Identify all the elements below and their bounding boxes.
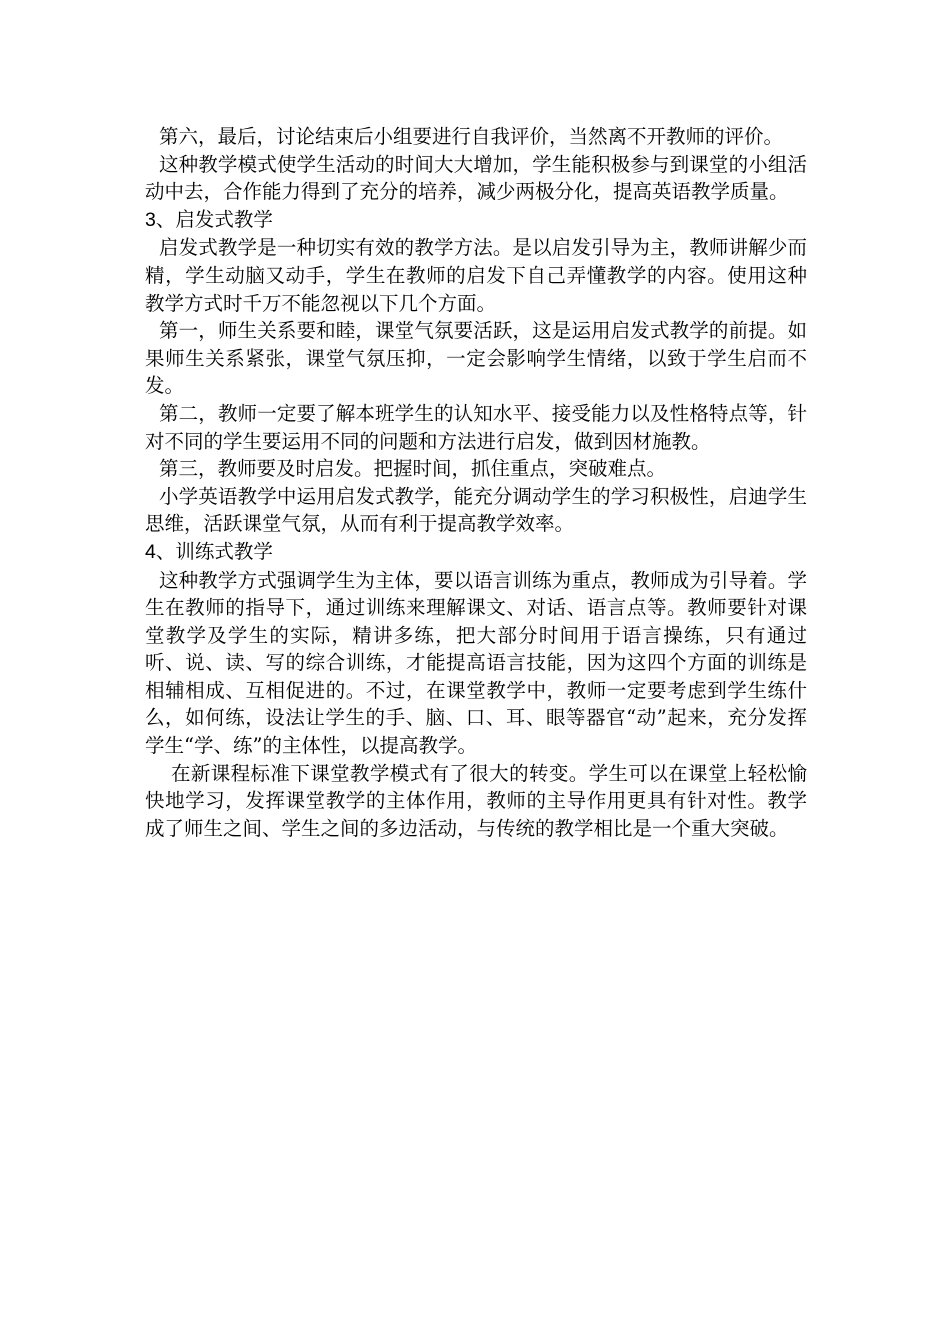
document-page	[145, 123, 807, 842]
section-number: 4、	[145, 540, 176, 563]
paragraph-heuristic-intro: 启发式教学是一种切实有效的教学方法。是以启发引导为主，教师讲解少而精，学生动脑又动手，学生在教师的启发下自己弄懂教学的内容。使用这种教学方式时千万不能忽视以下几个方面。	[145, 236, 807, 315]
section-title: 启发式教学	[175, 207, 273, 231]
paragraph-sixth-point: 第六，最后，讨论结束后小组要进行自我评价，当然离不开教师的评价。	[159, 125, 784, 148]
paragraph-training-method: 这种教学方式强调学生为主体，要以语言训练为重点，教师成为引导着。学生在教师的指导下，通过训练来理解课文、对话、语言点等。教师要针对课堂教学及学生的实际，精讲多练，把大部分时间用于语言操练，只有通过听、说、读、写的综合训练，才能提高语言技能，因为这四个方面的训练是相辅相成、互相促进的。不过，在课堂教学中，教师一定要考虑到学生练什么，如何练，设法让学生的手、脑、口、耳、眼等器官“动”起来，充分发挥学生“学、练”的主体性，以提高教学。	[145, 568, 807, 758]
section-heading-3	[145, 206, 807, 235]
paragraph-first-point: 第一，师生关系要和睦，课堂气氛要活跃，这是运用启发式教学的前提。如果师生关系紧张，课堂气氛压抑，一定会影响学生情绪，以致于学生启而不发。	[145, 319, 807, 398]
section-title: 训练式教学	[175, 539, 273, 563]
paragraph-third-point: 第三，教师要及时启发。把握时间，抓住重点，突破难点。	[159, 457, 667, 481]
paragraph-heuristic-summary: 小学英语教学中运用启发式教学，能充分调动学生的学习积极性，启迪学生思维，活跃课堂气氛，从而有利于提高教学效率。	[145, 484, 807, 536]
section-number: 3、	[145, 208, 176, 231]
paragraph-group-model-summary: 这种教学模式使学生活动的时间大大增加，学生能积极参与到课堂的小组活动中去，合作能力得到了充分的培养，减少两极分化，提高英语教学质量。	[145, 152, 807, 204]
paragraph-second-point: 第二，教师一定要了解本班学生的认知水平、接受能力以及性格特点等，针对不同的学生要运用不同的问题和方法进行启发，做到因材施教。	[145, 401, 807, 453]
section-heading-4	[145, 538, 807, 567]
paragraph-conclusion: 在新课程标准下课堂教学模式有了很大的转变。学生可以在课堂上轻松愉快地学习，发挥课堂教学的主体作用，教师的主导作用更具有针对性。教学成了师生之间、学生之间的多边活动，与传统的教学相比是一个重大突破。	[145, 761, 807, 840]
